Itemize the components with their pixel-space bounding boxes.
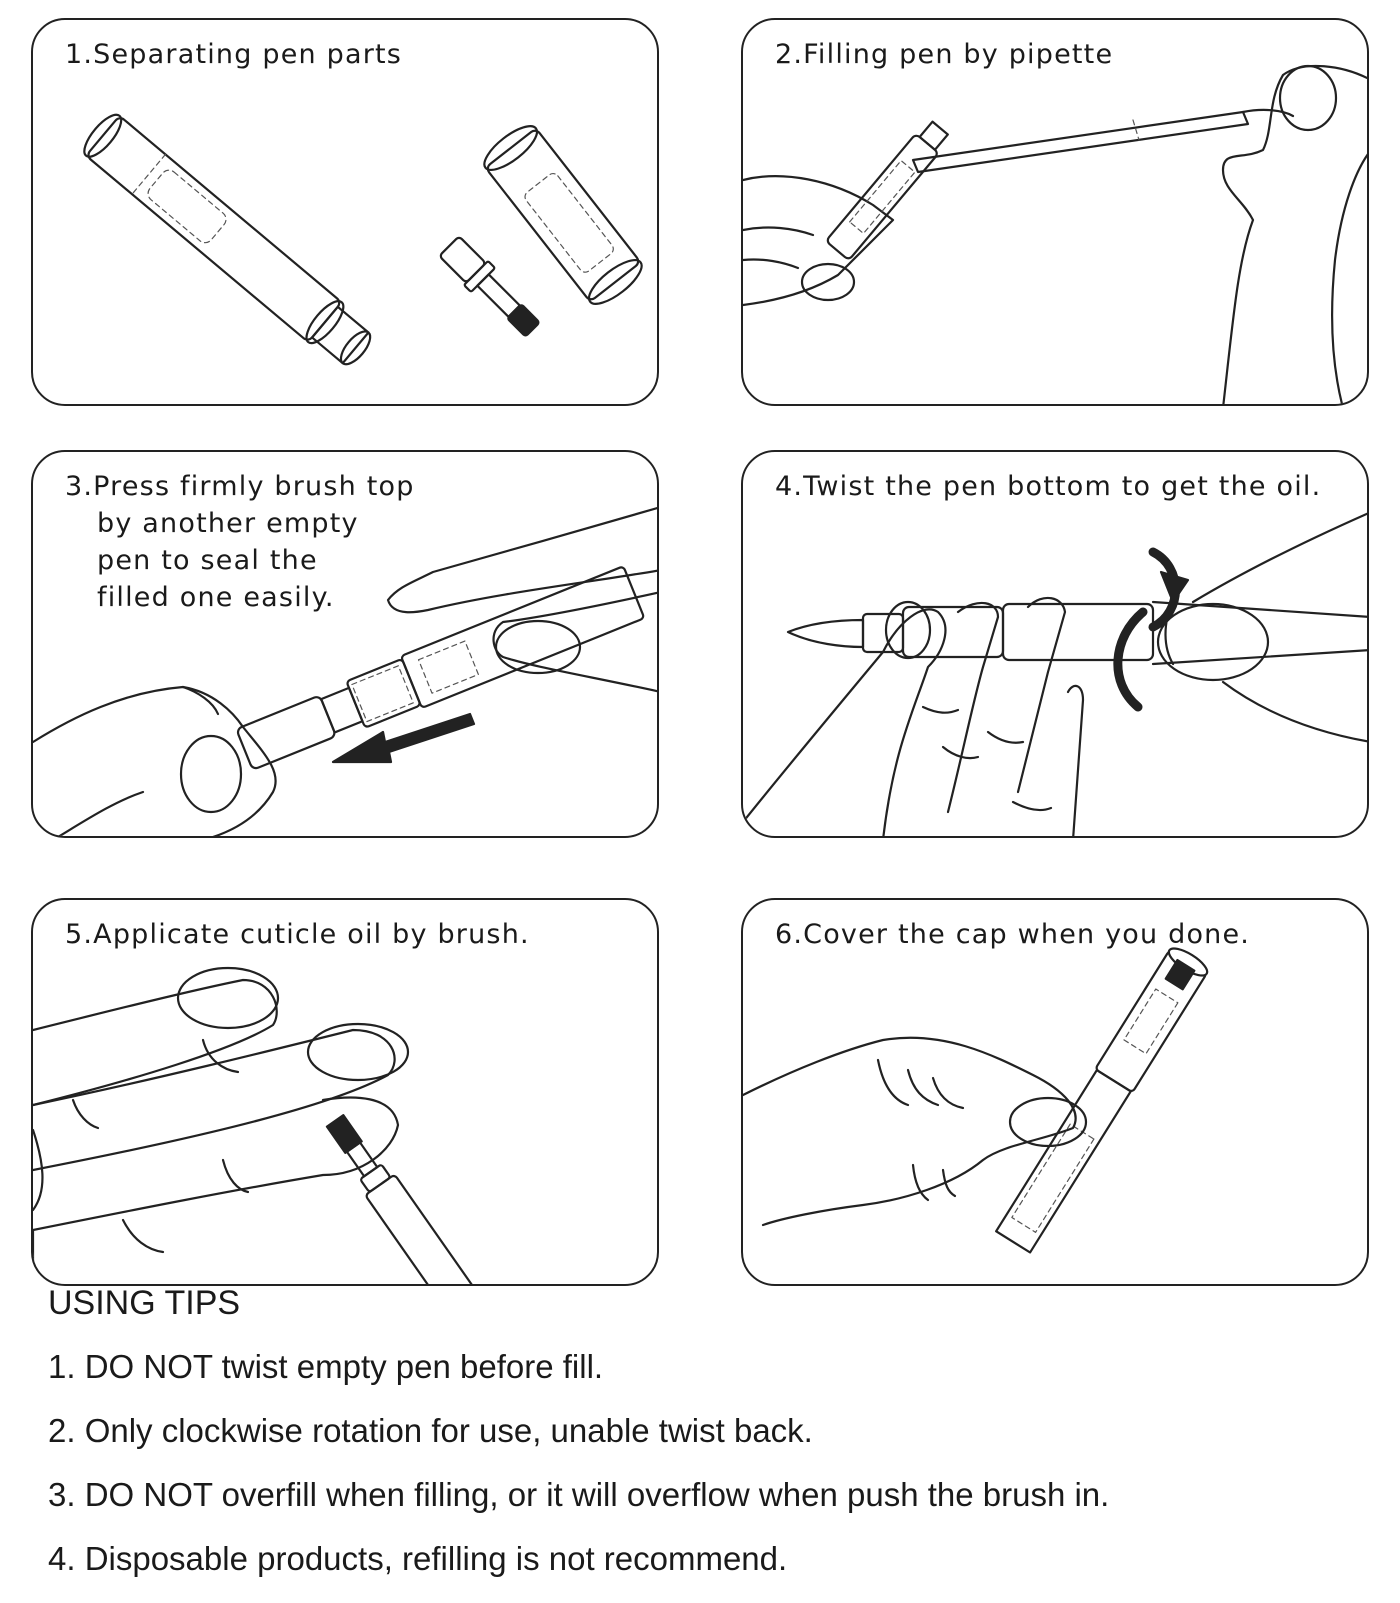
step-panel-3: [31, 450, 659, 838]
step-caption-1: 1.Separating pen parts: [65, 39, 403, 70]
step-caption-6: 6.Cover the cap when you done.: [775, 919, 1251, 950]
tip-item-3: 3. DO NOT overfill when filling, or it will overflow when push the brush in.: [48, 1476, 1110, 1513]
tip-item-2: 2. Only clockwise rotation for use, unable twist back.: [48, 1412, 813, 1449]
pipette-filling-illustration: [743, 20, 1369, 406]
step-caption-3: [65, 468, 415, 616]
step-panel-5: [31, 898, 659, 1286]
cap-pen-illustration: [743, 900, 1369, 1286]
step-caption-5: 5.Applicate cuticle oil by brush.: [65, 919, 530, 950]
apply-oil-illustration: [33, 900, 659, 1286]
step-panel-6: [741, 898, 1369, 1286]
step-caption-3-line-1: 3.Press firmly brush top: [65, 471, 415, 502]
tip-item-4: 4. Disposable products, refilling is not recommend.: [48, 1540, 788, 1577]
using-tips: [48, 1283, 1109, 1603]
step-caption-3-line-2: by another empty: [97, 508, 359, 539]
step-caption-2: 2.Filling pen by pipette: [775, 39, 1114, 70]
step-caption-3-line-3: pen to seal the: [97, 545, 318, 576]
step-caption-4: 4.Twist the pen bottom to get the oil.: [775, 471, 1322, 502]
separate-pen-parts-illustration: [33, 20, 659, 406]
step-panel-2: [741, 18, 1369, 406]
twist-pen-illustration: [743, 452, 1369, 838]
step-panel-4: [741, 450, 1369, 838]
step-caption-3-line-4: filled one easily.: [97, 582, 335, 613]
using-tips-title: USING TIPS: [48, 1284, 241, 1322]
step-panel-1: [31, 18, 659, 406]
tip-item-1: 1. DO NOT twist empty pen before fill.: [48, 1348, 604, 1385]
